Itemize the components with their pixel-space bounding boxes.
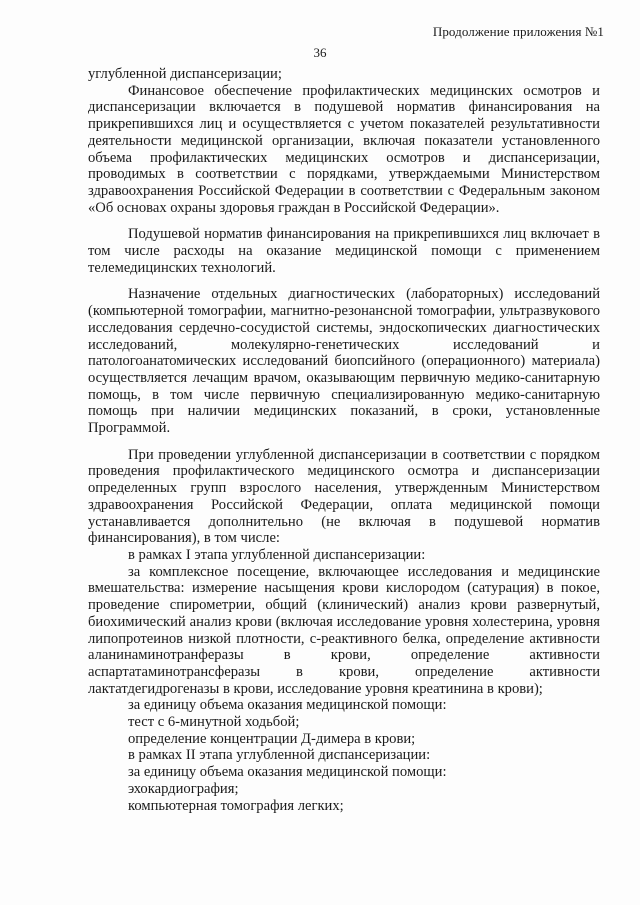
paragraph-telemedicine: Подушевой норматив финансирования на прикрепившихся лиц включает в том числе расходы на оказание медицинской помощи с применением телемедицинских технологий.	[88, 226, 600, 276]
paragraph-diagnostics: Назначение отдельных диагностических (лабораторных) исследований (компьютерной томографии, магнитно-резонансной томографии, ультразвукового исследования сердечно-сосудистой системы, эндоскопических диагностических исследований, молекулярно-генетических исследований и патологоанатомических исследований биопсийного (операционного) материала) осуществляется лечащим врачом, оказывающим первичную медико-санитарную помощь, в том числе первичную специализированную медико-санитарную помощь при наличии медицинских показаний, в сроки, установленные Программой.	[88, 286, 600, 437]
list-item-complex-visit: за комплексное посещение, включающее исследования и медицинские вмешательства: измерение насыщения крови кислородом (сатурация) в покое, проведение спирометрии, общий (клинический) анализ крови развернутый, биохимический анализ крови (включая исследование уровня холестерина, уровня липопротеинов низкой плотности, с-реактивного белка, определение активности аланинаминотранферазы в крови, определение активности аспартатаминотрансферазы в крови, определение активности лактатдегидрогеназы в крови, исследование уровня креатинина в крови);	[88, 563, 600, 697]
list-item-stage-1: в рамках I этапа углубленной диспансеризации:	[128, 546, 426, 563]
list-item-unit-volume-1: за единицу объема оказания медицинской помощи:	[128, 697, 447, 714]
list-item-ct-lungs: компьютерная томография легких;	[128, 797, 344, 814]
list-item-stage-2: в рамках II этапа углубленной диспансеризации:	[128, 747, 431, 764]
appendix-continuation-note: Продолжение приложения №1	[432, 24, 604, 39]
paragraph-financing: Финансовое обеспечение профилактических медицинских осмотров и диспансеризации включается в подушевой норматив финансирования на прикрепившихся лиц и осуществляется с учетом показателей результативности деятельности медицинской организации, включая показатели установленного объема профилактических медицинских осмотров и диспансеризации, проводимых в соответствии с порядками, утверждаемыми Министерством здравоохранения Российской Федерации в соответствии с Федеральным законом «Об основах охраны здоровья граждан в Российской Федерации».	[88, 82, 600, 216]
list-item-d-dimer: определение концентрации Д-димера в крови;	[128, 730, 416, 747]
list-item-unit-volume-2: за единицу объема оказания медицинской помощи:	[128, 764, 447, 781]
list-item-echocardiography: эхокардиография;	[128, 780, 239, 797]
document-body	[88, 66, 600, 814]
paragraph-in-depth-screening: При проведении углубленной диспансеризации в соответствии с порядком проведения профилактического медицинского осмотра и диспансеризации определенных групп взрослого населения, утвержденным Министерством здравоохранения Российской Федерации, оплата медицинской помощи устанавливается дополнительно (не включая в подушевой норматив финансирования), в том числе:	[88, 446, 600, 547]
list-item-walk-test: тест с 6-минутной ходьбой;	[128, 714, 300, 731]
continued-line: углубленной диспансеризации;	[88, 66, 282, 82]
page-number: 36	[313, 45, 327, 60]
